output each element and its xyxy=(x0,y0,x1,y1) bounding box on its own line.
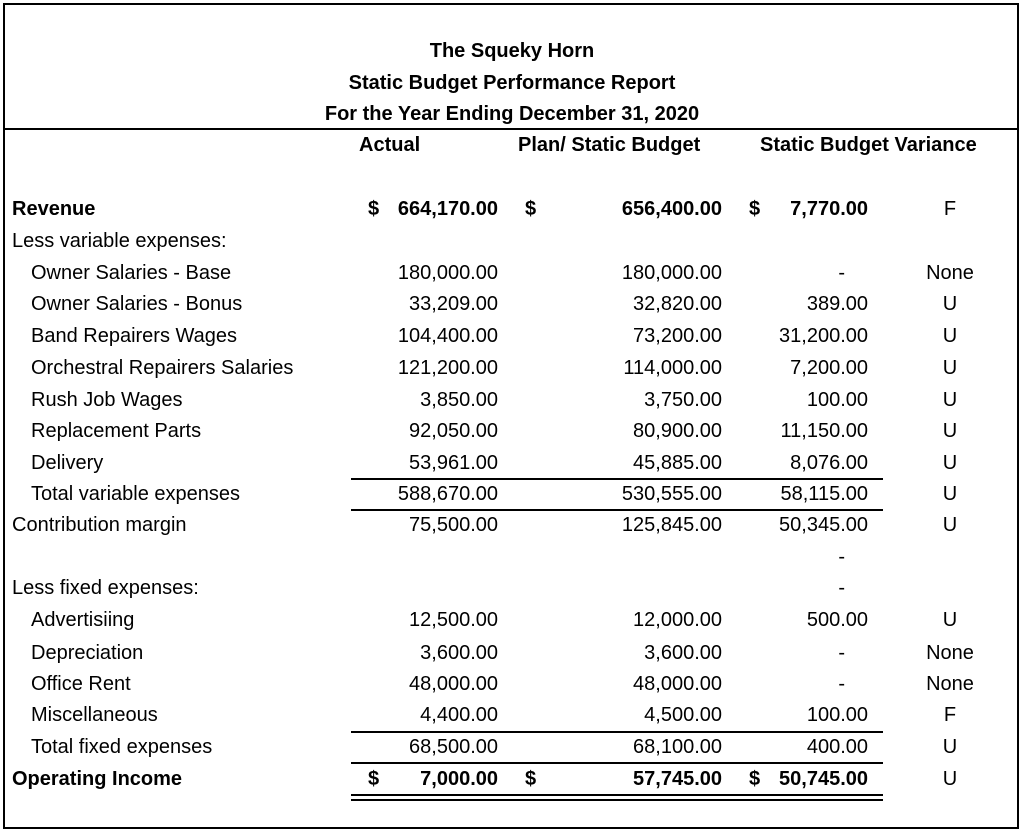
plan-value: 114,000.00 xyxy=(623,357,722,379)
row-total-variable-expenses xyxy=(0,480,1024,508)
column-header-variance: Static Budget Variance xyxy=(760,134,977,156)
header-separator xyxy=(3,128,1019,130)
report-period: For the Year Ending December 31, 2020 xyxy=(324,103,700,125)
actual-value: 33,209.00 xyxy=(409,293,498,315)
variance-value: 31,200.00 xyxy=(779,325,868,347)
plan-value: 656,400.00 xyxy=(621,198,722,220)
actual-value: 104,400.00 xyxy=(397,325,498,347)
row-label: Miscellaneous xyxy=(31,704,158,726)
dollar-sign: $ xyxy=(749,768,761,790)
plan-value: 180,000.00 xyxy=(621,262,722,284)
variance-value: 11,150.00 xyxy=(780,420,868,442)
variance-value: 100.00 xyxy=(806,704,868,726)
dollar-sign: $ xyxy=(525,198,537,220)
dollar-sign: $ xyxy=(368,768,380,790)
row-revenue xyxy=(0,195,1024,223)
row-less-fixed xyxy=(0,574,1024,602)
actual-value: 180,000.00 xyxy=(397,262,498,284)
dollar-sign: $ xyxy=(368,198,380,220)
variance-flag: None xyxy=(926,673,974,695)
actual-value: 68,500.00 xyxy=(409,736,498,758)
variance-value: - xyxy=(838,577,845,599)
total-rule xyxy=(351,762,883,764)
actual-value: 75,500.00 xyxy=(409,514,498,536)
variance-value: 100.00 xyxy=(806,389,868,411)
row-orchestral-repairers-salaries xyxy=(0,354,1024,382)
row-blank xyxy=(0,543,1024,571)
variance-flag: U xyxy=(942,483,958,505)
actual-value: 53,961.00 xyxy=(409,452,498,474)
actual-value: 92,050.00 xyxy=(409,420,498,442)
variance-value: 389.00 xyxy=(806,293,868,315)
row-contribution-margin xyxy=(0,511,1024,539)
row-label: Office Rent xyxy=(31,673,131,695)
variance-value: - xyxy=(838,546,845,568)
row-office-rent xyxy=(0,670,1024,698)
company-name: The Squeky Horn xyxy=(429,40,595,62)
plan-value: 3,750.00 xyxy=(644,389,722,411)
row-replacement-parts xyxy=(0,417,1024,445)
variance-value: - xyxy=(838,642,845,664)
column-header-actual: Actual xyxy=(359,134,421,156)
row-advertising xyxy=(0,606,1024,634)
dollar-sign: $ xyxy=(749,198,761,220)
row-total-fixed-expenses xyxy=(0,733,1024,761)
variance-flag: None xyxy=(926,642,974,664)
variance-value: 50,345.00 xyxy=(779,514,868,536)
row-label: Rush Job Wages xyxy=(31,389,183,411)
variance-value: 50,745.00 xyxy=(779,768,868,790)
row-delivery xyxy=(0,449,1024,477)
row-label: Advertisiing xyxy=(31,609,135,631)
row-label: Revenue xyxy=(12,198,96,220)
actual-value: 7,000.00 xyxy=(420,768,498,790)
variance-flag: U xyxy=(942,768,958,790)
variance-flag: U xyxy=(942,420,958,442)
row-owner-salaries-bonus xyxy=(0,290,1024,318)
row-label: Operating Income xyxy=(12,768,183,790)
plan-value: 73,200.00 xyxy=(633,325,722,347)
row-depreciation xyxy=(0,639,1024,667)
actual-value: 4,400.00 xyxy=(420,704,498,726)
actual-value: 121,200.00 xyxy=(397,357,498,379)
plan-value: 12,000.00 xyxy=(633,609,722,631)
plan-value: 48,000.00 xyxy=(633,673,722,695)
row-miscellaneous xyxy=(0,701,1024,729)
variance-flag: F xyxy=(943,198,957,220)
variance-flag: U xyxy=(942,514,958,536)
row-label: Depreciation xyxy=(31,642,144,664)
variance-flag: U xyxy=(942,357,958,379)
variance-value: 7,200.00 xyxy=(790,357,868,379)
plan-value: 57,745.00 xyxy=(633,768,722,790)
plan-value: 530,555.00 xyxy=(621,483,722,505)
row-owner-salaries-base xyxy=(0,259,1024,287)
row-label: Owner Salaries - Base xyxy=(31,262,232,284)
dollar-sign: $ xyxy=(525,768,537,790)
row-operating-income xyxy=(0,765,1024,793)
variance-flag: U xyxy=(942,325,958,347)
row-label: Total fixed expenses xyxy=(31,736,213,758)
row-band-repairers-wages xyxy=(0,322,1024,350)
variance-value: 8,076.00 xyxy=(790,452,868,474)
variance-flag: F xyxy=(943,704,957,726)
variance-value: - xyxy=(838,262,845,284)
actual-value: 664,170.00 xyxy=(397,198,498,220)
variance-flag: U xyxy=(942,389,958,411)
variance-value: 7,770.00 xyxy=(790,198,868,220)
row-label: Less fixed expenses: xyxy=(12,577,199,599)
plan-value: 80,900.00 xyxy=(633,420,722,442)
actual-value: 12,500.00 xyxy=(409,609,498,631)
row-label: Replacement Parts xyxy=(31,420,202,442)
variance-flag: None xyxy=(926,262,974,284)
actual-value: 48,000.00 xyxy=(409,673,498,695)
variance-flag: U xyxy=(942,452,958,474)
variance-flag: U xyxy=(942,293,958,315)
double-underline xyxy=(351,794,883,801)
variance-value: 400.00 xyxy=(806,736,868,758)
variance-value: 58,115.00 xyxy=(780,483,868,505)
variance-flag: U xyxy=(942,609,958,631)
row-less-variable xyxy=(0,227,1024,255)
plan-value: 32,820.00 xyxy=(633,293,722,315)
plan-value: 45,885.00 xyxy=(633,452,722,474)
row-label: Owner Salaries - Bonus xyxy=(31,293,243,315)
row-label: Orchestral Repairers Salaries xyxy=(31,357,294,379)
actual-value: 3,600.00 xyxy=(420,642,498,664)
row-label: Less variable expenses: xyxy=(12,230,227,252)
actual-value: 588,670.00 xyxy=(397,483,498,505)
variance-value: - xyxy=(838,673,845,695)
row-rush-job-wages xyxy=(0,386,1024,414)
actual-value: 3,850.00 xyxy=(420,389,498,411)
report-title: Static Budget Performance Report xyxy=(348,72,676,94)
plan-value: 4,500.00 xyxy=(644,704,722,726)
plan-value: 125,845.00 xyxy=(621,514,722,536)
plan-value: 68,100.00 xyxy=(633,736,722,758)
row-label: Delivery xyxy=(31,452,104,474)
row-label: Contribution margin xyxy=(12,514,187,536)
variance-value: 500.00 xyxy=(806,609,868,631)
plan-value: 3,600.00 xyxy=(644,642,722,664)
column-header-plan: Plan/ Static Budget xyxy=(518,134,701,156)
row-label: Total variable expenses xyxy=(31,483,241,505)
row-label: Band Repairers Wages xyxy=(31,325,238,347)
variance-flag: U xyxy=(942,736,958,758)
